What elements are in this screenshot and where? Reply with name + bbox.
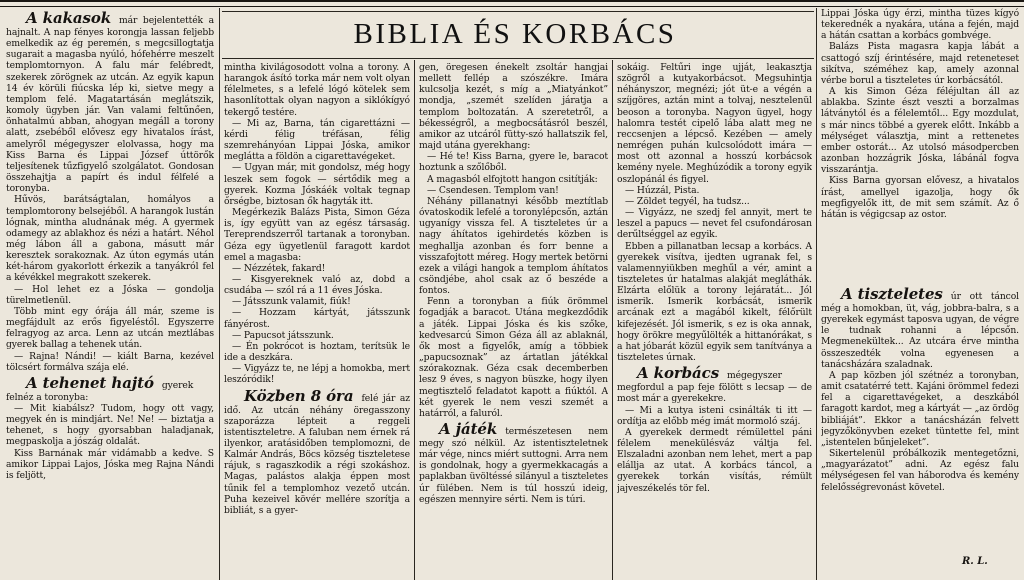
paragraph — [821, 370, 1019, 448]
subheading: A kakasok — [26, 9, 112, 27]
paragraph-text: mintha kivilágosodott volna a torony. A harangok ásító torka már nem volt olyan félelmetes, s a lefelé lógó kötelek sem hasonlítottak olyan nagyon a siklókígyó tekergő testére. — [224, 62, 410, 118]
paragraph — [6, 284, 214, 306]
paragraph-text: — Kisgyereknek való az, dobd a csudába — szól rá a 11 éves Jóska. — [224, 273, 410, 297]
paragraph — [821, 86, 1019, 175]
paragraph-text: Több mint egy órája áll már, szeme is megfájdult az erős figyeléstől. Egyszerre felragyog az arca. Lenn az utcán meztlábas gyerek ballag a tehenek után. — [6, 305, 214, 351]
paragraph-text: természetesen nem megy szó nélkül. Az istentiszteletnek már vége, nincs miért suttogni. Arra nem is gondolnak, hogy a gyermekkacagás a paplakban üvöltéssé silányul a tiszteletes úr fülében. Nem is túl hosszú ideig, egészen mennyire sérti. Nem is túri. — [419, 426, 608, 505]
paragraph-text: — Mi a kutya isteni csinálták ti itt — ordítja az előbb még imát mormoló száj. — [617, 404, 812, 427]
paragraph — [224, 162, 410, 207]
paragraph-text: felé jár az idő. Az utcán néhány öregasszony szaporázza lépteit a reggeli istentiszteletre. A faluban nem érnek rá ilyenkor, aratásidőben templomozni, de Kalmár András, Böcs község tiszteletese rájuk, s ragaszkodik a régi szokáshoz. Magas, palástos alakja éppen most tűnik fel a templomhoz vezető utcán. Puha kezeivel kövér mellére szorítja a bibliát, s a gyer- — [224, 392, 410, 516]
paragraph-text: — Hol lehet ez a Jóska — gondolja türelmetlenül. — [6, 283, 214, 306]
paragraph — [224, 274, 410, 296]
paragraph-text: A pap közben jól szétnéz a toronyban, amit csatatérré tett. Kajáni örömmel fedezi fel a cigarettavégeket, a deszkából faragott kardot, meg a kártyát — „az ördög bibliáját”. Ekkor a tanácsházán felvett jegyzőkönyvben ezeket tüntette fel, mint „istentelen bűnjeleket”. — [821, 369, 1019, 448]
paragraph — [6, 373, 214, 403]
paragraph — [821, 284, 1019, 370]
paragraph — [6, 306, 214, 351]
paragraph-text: gen, öregesen énekelt zsoltár hangjai mellett fellép a szószékre. Imára kulcsolja kezét, s míg a „Miatyánkot” mondja, „szemét szelíden járatja a templom boltozatán. A szeretetről, a békességről, a megbocsátásról beszél, amikor az utcáról fütty-szó hallatszik fel, majd utána gyerekhang: — [419, 62, 608, 152]
paragraph — [6, 8, 214, 194]
paragraph-text: — Nézzétek, fakard! — [232, 262, 326, 274]
subheading: A korbács — [637, 364, 720, 383]
paragraph-text: Fenn a toronyban a fiúk örömmel fogadják a baracot. Utána megkezdődik a játék. Lippai Jóska és kis szőke, kedvesarcú Simon Géza áll az ablaknál, ők most a figyelők, amíg a többiek „papucsoznak” az ártatlan játékkal szórakoznak. Géza csak decemberben lesz 9 éves, s nagyon büszke, hogy ilyen megtisztelő feladatot kapott a fiúktól. A két gyerek le nem veszi szemét a határról, a faluról. — [419, 296, 608, 419]
paragraph-text: — Mit kiabálsz? Tudom, hogy ott vagy, megyek én is mindjárt. Ne! Ne! — biztatja a tehenet, s hogy gyorsabban haladjanak, megpaskolja a jószág oldalát. — [6, 403, 214, 448]
paragraph — [224, 296, 410, 307]
paragraph — [821, 41, 1019, 86]
paragraph — [224, 330, 410, 341]
paragraph — [224, 62, 410, 118]
paragraph-text: sokáig. Feltűri inge ujját, leakasztja szögről a kutyakorbácsot. Megsuhintja néhányszor, megnézi; jót üt-e a végén a szíjgöres, aztán mint a tolvaj, nesztelenül beoson a toronyba. Nagyon ügyel, hogy halomra testét cipelő lába alatt meg ne reccsenjen a lépcső. Kezében — amely nemrégen puhán kulcsolódott imára — most ott azonnal a hosszú korbácsok kemény nyele. Meghúzódik a torony egyik oszlopánál és figyel. — [617, 62, 812, 185]
paragraph — [6, 351, 214, 373]
paragraph — [224, 363, 410, 385]
paragraph — [224, 263, 410, 274]
paragraph-text: gyerek felnéz a toronyba: — [6, 379, 194, 403]
paragraph-text: — Mi az, Barna, tán cigarettázni — kérdi félig tréfásan, félig szemrehányóan Lippai Jóska, amikor meglátta a földön a cigarettavégeket. — [224, 117, 410, 163]
top-border-rule — [0, 0, 1024, 7]
paragraph — [617, 405, 812, 427]
paragraph-text: — Húzzál, Pista. — [625, 184, 700, 196]
paragraph — [617, 196, 812, 207]
paragraph-text: — Hozzam kártyát, játsszunk fányérost. — [224, 307, 410, 330]
column-rule — [219, 8, 220, 580]
paragraph-text: — Én pokrócot is hoztam, terítsük le ide a deszkára. — [224, 340, 410, 364]
subheading: A tiszteletes — [841, 285, 943, 303]
paragraph-text: Kiss Barna gyorsan elővesz, a hivatalos írást, amellyel igazolja, hogy ők megfigyelők itt, de mit sem számít. Az ő hátán is végigcsap az ostor. — [821, 175, 1019, 220]
text-column-5-bottom — [821, 284, 1019, 554]
paragraph-text: Néhány pillanatnyi később meztítlab óvatoskodik lefelé a toronylépcsőn, aztán ugyanígy vissza fel. A tiszteletes úr a nagy áhítatos igehirdetés közben is meghallja azonban és forr benne a visszafojtott méreg. Hogy mertek betörni ezek a világi hangok a templom áhítatos csöndjébe, ahol csak az ő beszéde a fontos. — [419, 195, 608, 297]
paragraph-text: A kis Simon Géza féléjultan áll az ablakba. Szinte észt veszti a borzalmas látványtól és a félelemtől... Egy mozdulat, s már nincs többé a gyerek előtt. Inkább a mélységet választja, mint a rettenetes ember ostorát... Az utolsó másodpercben azonban hozzágrik Jóska, lábánál fogva visszarántja. — [821, 86, 1019, 176]
author-signature: R. L. — [962, 556, 988, 567]
paragraph — [224, 341, 410, 363]
article-headline: BIBLIA ÉS KORBÁCS — [353, 18, 677, 50]
headline-rule-top — [222, 11, 814, 12]
headline-rule-bottom — [222, 58, 814, 59]
paragraph — [224, 386, 410, 517]
subheading: A tehenet hajtó — [26, 373, 154, 392]
paragraph-text: — Zöldet tegyél, ha tudsz... — [625, 195, 750, 207]
text-column-5-top — [821, 8, 1019, 280]
paragraph — [821, 448, 1019, 493]
paragraph — [224, 118, 410, 163]
subheading: A játék — [439, 420, 498, 438]
paragraph-text: A gyerekek dermedt rémülettel páni félelem menekülésváz váltja fel. Elszaladni azonban nem lehet, mert a pap elállja az utat. A korbács táncol, a gyerekek torkán visítás, rémült jajveszékelés tör fel. — [617, 426, 812, 494]
text-column-3 — [419, 62, 608, 580]
subheading: Közben 8 óra — [244, 386, 354, 405]
text-column-4 — [617, 62, 812, 580]
paragraph — [224, 307, 410, 329]
paragraph — [6, 403, 214, 448]
paragraph — [617, 363, 812, 404]
paragraph — [617, 207, 812, 240]
column-rule — [612, 60, 613, 580]
paragraph — [419, 174, 608, 185]
paragraph-text: — Vigyázz te, ne lépj a homokba, mert leszóródik! — [224, 363, 410, 386]
paragraph — [617, 185, 812, 196]
paragraph-text: Ebben a pillanatban lecsap a korbács. A gyerekek visítva, ijedten ugranak fel, s valamennyiükben meghűl a vér, amint a tiszteletes úr hatalmas alakját megláthák. Elzárta előlük a torony lejáratát... Jól ismerik. Ismerik korbácsát, ismerik arcának ezt a magából kikelt, félőrült kifejezését. Jól ismerik, s ez is oka annak, hogy örökre megyűlölték a hittanórákat, s a hat jóbarát közül egyik sem tanítványa a tiszteletes úrnak. — [617, 240, 812, 364]
paragraph-text: — Rajna! Nándi! — kiált Barna, kezével tölcsért formálva szája elé. — [6, 350, 214, 373]
paragraph-text: — Papucsot játsszunk. — [232, 329, 334, 341]
paragraph — [419, 62, 608, 151]
paragraph-text: Megérkezik Balázs Pista, Simon Géza is, így együtt van az egész társaság. Tereprendszerről tartanak a toronyban. Géza egy ügyetlenül faragott kardot emel a magasba: — [224, 207, 410, 263]
column-rule — [414, 60, 415, 580]
paragraph — [617, 427, 812, 494]
paragraph — [419, 419, 608, 505]
paragraph-text: — Vigyázz, ne szedj fel annyit, mert te leszel a papucs — nevet fel csufondárosan derűltséggel az egyik. — [617, 207, 812, 241]
paragraph — [419, 151, 608, 173]
text-column-1 — [6, 8, 214, 580]
paragraph-text: Sikertelenül próbálkozik mentegetőzni, „magyarázatot” adni. Az egész falu mélységesen fel van háborodva és kemény felelősségrevonást követel. — [821, 448, 1019, 493]
paragraph — [419, 185, 608, 196]
paragraph — [224, 207, 410, 263]
paragraph — [617, 62, 812, 185]
paragraph-text: Kiss Barnának már vidámabb a kedve. S amikor Lippai Lajos, Jóska meg Rajna Nándi is feljött, — [6, 447, 214, 481]
paragraph — [821, 175, 1019, 220]
text-column-2 — [224, 62, 410, 580]
paragraph-text: mégegyszer megfordul a pap feje fölött s lecsap — de most már a gyerekekre. — [617, 370, 812, 405]
paragraph — [419, 296, 608, 419]
paragraph-text: — Csendesen. Templom van! — [427, 184, 559, 196]
paragraph — [6, 448, 214, 481]
paragraph-text: Hűvös, barátságtalan, homályos a templomtorony belsejéből. A harangok lustán lógnak, mintha aludnának még. A gyermek odamegy az ablakhoz és nézi a határt. Néhol még lábon áll a gabona, másutt már keresztek sorakoznak. Az úton egymás után két-három gyakorlott érkezik a tanyákról fel a kévékkel megrakott szekerek. — [6, 194, 214, 284]
paragraph — [6, 194, 214, 283]
paragraph-text: Balázs Pista magasra kapja lábát a csattogó szíj érintésére, majd reteneteset sikítva, széméhez kap, amely azonnal vérbe borul a tiszteletes úr korbácsától. — [821, 41, 1019, 86]
paragraph — [617, 241, 812, 364]
paragraph — [419, 196, 608, 296]
paragraph-text: — Játsszunk valamit, fiúk! — [232, 296, 351, 308]
paragraph-text: — Ugyan már, mit gondolsz, még hogy leszek sem fogok — sértődik meg a gyerek. Kozma Jóskáék voltak tegnap őrségbe, biztosan ők hagyták itt. — [224, 162, 410, 207]
paragraph-text: már bejelentették a hajnalt. A nap fényes korongja lassan feljebb emelkedik az ég peremén, s megcsillogtatja sugarait a magasba nyúló, hófehérre meszelt templomtornyon. A falu már felébredt, szekerek zörögnek az utcán. Az egyik kapun 14 év körüli fiúcska lép ki, sietve megy a templom felé. Magatartásán meglátszik, komoly ügyben jár. Van valami feltűnően, önhatalmú abban, ahogyan megáll a torony alatt, zsebéből elővesz egy hivatalos írást, amelyről mégegyszer elolvassa, hogy ma Kiss Barna és Lippai József úttörők teljesítenek tűzfigyelő szolgálatot. Gondosan összehajtja a papírt és indul félfelé a toronyba. — [6, 15, 214, 195]
column-rule — [816, 8, 817, 580]
paragraph-text: Lippai Jóska úgy érzi, mintha tüzes kígyó tekerednék a nyakára, utána a fején, majd a hátán csattan a korbács gombvége. — [821, 8, 1019, 42]
paragraph-text: A magasból elfojtott hangon csitítják: — [427, 173, 598, 185]
paragraph-text: — Hé te! Kiss Barna, gyere le, baracot hoztunk a szőlőből. — [419, 151, 608, 174]
paragraph — [821, 8, 1019, 41]
paragraph-text: úr ott táncol még a homokban, üt, vág, jobbra-balra, s a gyerekek egymást taposva ugyan, de végre le tudnak rohanni a lépcsőn. Megmenekültek... Az utcára érve mintha összeszedték volna egyenesen a tanácsházára szaladnak. — [821, 291, 1019, 370]
